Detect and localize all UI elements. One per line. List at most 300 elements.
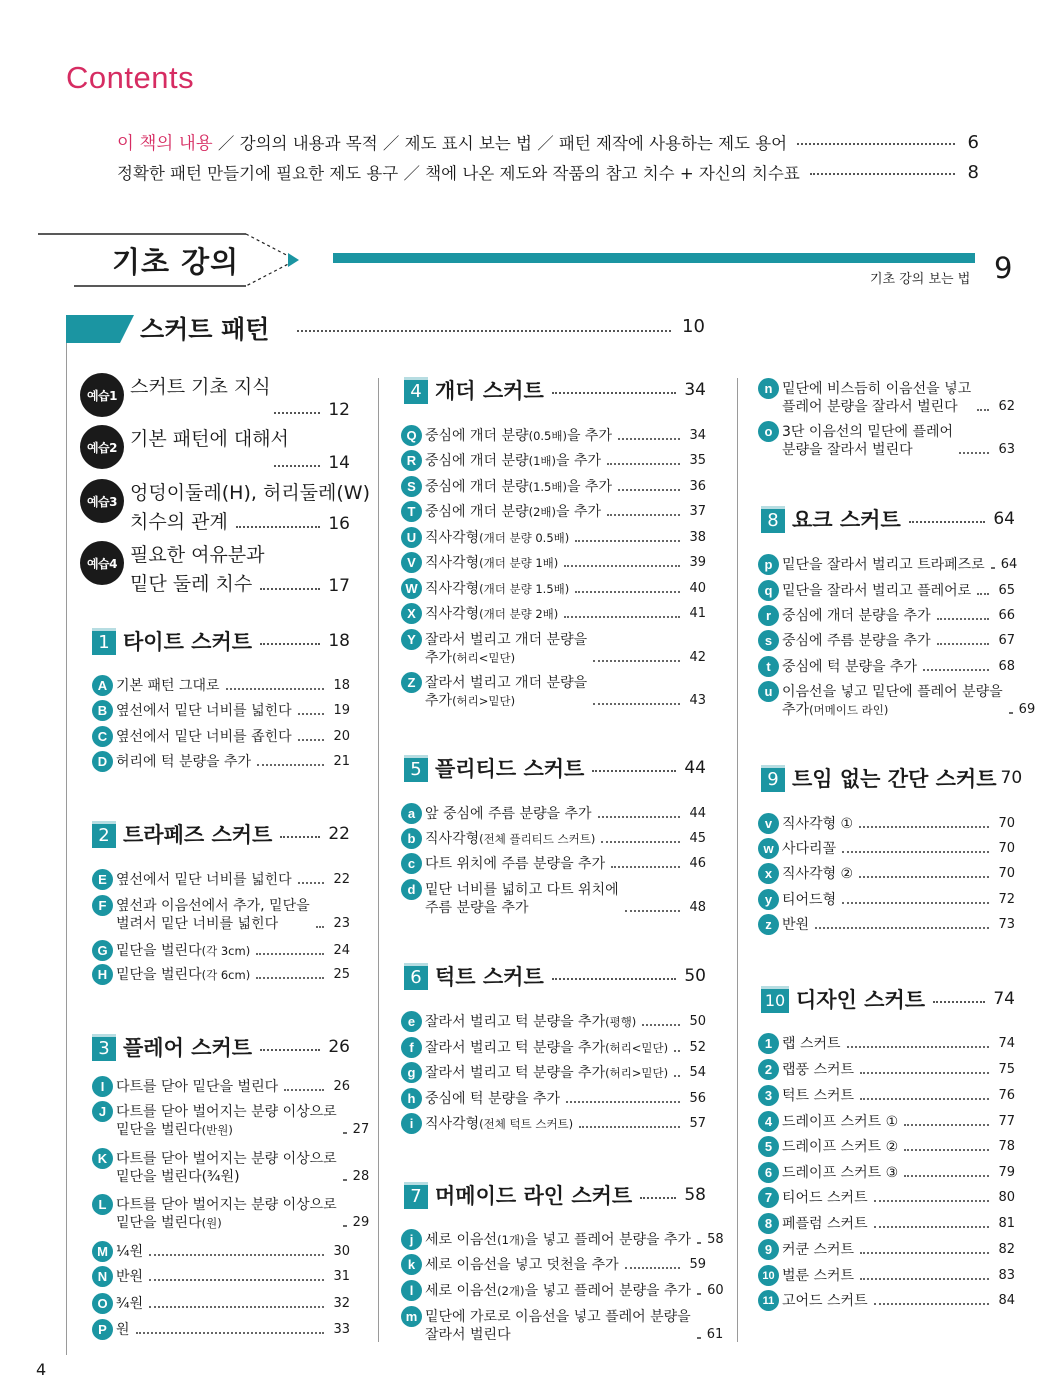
dot-leader	[552, 392, 677, 394]
chapter-8-header[interactable]	[761, 504, 1015, 534]
toc-item[interactable]	[758, 1136, 1015, 1156]
dot-leader	[923, 669, 989, 671]
item-label: ¾원	[116, 1296, 144, 1312]
intro-text-1: 이 책의 내용 ／ 강의의 내용과 목적 ／ 제도 표시 보는 법 ／ 패턴 제작에 사용하는 제도 용어	[117, 133, 788, 154]
item-marker-icon: x	[758, 863, 779, 884]
chapter-title: 디자인 스커트	[796, 988, 926, 1012]
toc-item[interactable]	[401, 1229, 724, 1249]
item-label: 허리에 턱 분량을 추가	[116, 754, 252, 770]
skirt-section-page: 10	[682, 316, 705, 337]
item-page: 54	[689, 1065, 706, 1080]
item-marker-icon: 2	[758, 1059, 779, 1080]
item-label: 밑단을 벌린다(각 3cm)	[116, 943, 251, 959]
dot-leader	[874, 1200, 989, 1202]
dot-leader	[256, 953, 324, 955]
chapter-page: 70	[1000, 768, 1023, 788]
item-label: 드레이프 스커트 ②	[782, 1139, 899, 1155]
dot-leader	[642, 1024, 680, 1026]
toc-item[interactable]	[401, 501, 706, 521]
item-page: 27	[352, 1122, 370, 1137]
dot-leader	[257, 764, 324, 766]
item-marker-icon: G	[92, 940, 113, 961]
skirt-section-bar	[66, 315, 120, 343]
item-marker-icon: E	[92, 869, 113, 890]
prep-title: 필요한 여유분과	[130, 544, 265, 566]
dot-leader	[316, 926, 324, 928]
dot-leader	[815, 927, 989, 929]
item-marker-icon: h	[401, 1088, 422, 1109]
dot-leader	[274, 412, 320, 414]
item-marker-icon: t	[758, 656, 779, 677]
item-label: 고어드 스커트	[782, 1293, 868, 1309]
item-page: 63	[998, 442, 1015, 457]
dot-leader	[859, 826, 989, 828]
item-page: 45	[689, 831, 706, 846]
item-page: 31	[333, 1269, 350, 1284]
item-marker-icon: O	[92, 1293, 113, 1314]
dot-leader	[625, 1267, 680, 1269]
toc-item[interactable]	[401, 1037, 706, 1057]
item-label: 이음선을 넣고 밑단에 플레어 분량을 추가(머메이드 라인)	[782, 684, 1003, 718]
chapter-7-header[interactable]	[404, 1180, 706, 1210]
prep-item[interactable]	[78, 373, 350, 423]
dot-leader	[959, 452, 989, 454]
dot-leader	[618, 438, 680, 440]
prep-page: 12	[328, 400, 350, 420]
prep-item[interactable]	[78, 479, 370, 534]
dot-leader	[810, 173, 955, 175]
item-label: 벌룬 스커트	[782, 1268, 855, 1284]
toc-item[interactable]	[401, 603, 706, 623]
item-page: 39	[689, 555, 706, 570]
dot-leader	[297, 330, 671, 332]
toc-item[interactable]	[401, 828, 706, 848]
toc-item[interactable]	[92, 895, 350, 933]
item-label: 원	[116, 1322, 130, 1338]
item-label: 다트를 닫아 밑단을 벌린다	[116, 1079, 279, 1095]
item-label: 세로 이음선(1개)을 넣고 플레어 분량을 추가	[425, 1232, 692, 1248]
chapter-page: 50	[684, 966, 706, 986]
item-marker-icon: v	[758, 813, 779, 834]
item-label: 밑단을 벌린다(각 6cm)	[116, 967, 251, 983]
item-label: 직사각형(개더 분량 0.5배)	[425, 530, 570, 546]
item-page: 65	[998, 583, 1015, 598]
toc-item[interactable]	[401, 1088, 706, 1108]
chapter-number: 7	[404, 1182, 428, 1209]
chapter-page: 18	[328, 631, 350, 651]
toc-item[interactable]	[401, 803, 706, 823]
item-page: 38	[689, 530, 706, 545]
item-page: 56	[689, 1091, 706, 1106]
chapter-3-header[interactable]	[92, 1032, 350, 1062]
item-page: 77	[998, 1114, 1015, 1129]
dot-leader	[977, 409, 989, 411]
toc-item[interactable]	[92, 700, 350, 720]
dot-leader	[575, 540, 680, 542]
toc-item[interactable]	[758, 914, 1015, 934]
item-label: 티어드 스커트	[782, 1190, 868, 1206]
chapter-page: 34	[684, 380, 706, 400]
item-marker-icon: U	[401, 527, 422, 548]
toc-item[interactable]	[92, 964, 350, 984]
dot-leader	[579, 1126, 680, 1128]
item-marker-icon: u	[758, 681, 779, 702]
item-label: 중심에 턱 분량을 추가	[425, 1091, 561, 1107]
dot-leader	[226, 688, 324, 690]
dot-leader	[674, 1050, 680, 1052]
item-label: 중심에 개더 분량(0.5배)을 추가	[425, 428, 612, 444]
dot-leader	[149, 1279, 324, 1281]
prep-title: 엉덩이둘레(H), 허리둘레(W)	[130, 482, 370, 504]
chapter-number: 4	[404, 377, 428, 404]
toc-item[interactable]	[401, 1062, 706, 1082]
item-marker-icon: 5	[758, 1136, 779, 1157]
prep-item[interactable]	[78, 425, 350, 475]
item-page: 23	[333, 916, 350, 931]
dot-leader	[1009, 712, 1013, 714]
item-marker-icon: q	[758, 580, 779, 601]
dot-leader	[618, 489, 680, 491]
toc-item[interactable]	[401, 1254, 706, 1274]
item-label: 사다리꼴	[782, 841, 837, 857]
item-page: 70	[998, 816, 1015, 831]
item-marker-icon: j	[401, 1229, 422, 1250]
basic-howto-link[interactable]: 기초 강의 보는 법	[870, 272, 971, 287]
dot-leader	[991, 567, 995, 569]
item-page: 21	[333, 754, 350, 769]
item-page: 70	[998, 841, 1015, 856]
intro-page-2: 8	[967, 161, 979, 183]
item-page: 40	[689, 581, 706, 596]
item-page: 57	[689, 1116, 706, 1131]
dot-leader	[136, 1332, 324, 1334]
toc-item[interactable]	[401, 853, 706, 873]
item-label: 잘라서 벌리고 턱 분량을 추가(평행)	[425, 1014, 637, 1030]
dot-leader	[598, 816, 680, 818]
toc-item[interactable]	[401, 1113, 706, 1133]
item-label: 랩풍 스커트	[782, 1062, 855, 1078]
item-page: 29	[352, 1215, 370, 1230]
item-marker-icon: F	[92, 895, 113, 916]
chapter-number: 8	[761, 506, 785, 533]
dot-leader	[564, 565, 680, 567]
item-marker-icon: Q	[401, 425, 422, 446]
item-label: ¼원	[116, 1244, 144, 1260]
item-page: 37	[689, 504, 706, 519]
dot-leader	[860, 1098, 989, 1100]
item-page: 81	[998, 1216, 1015, 1231]
chapter-number: 1	[92, 628, 116, 655]
chapter-title: 플레어 스커트	[123, 1036, 253, 1060]
dot-leader	[674, 1075, 680, 1077]
item-label: 직사각형 ①	[782, 816, 854, 832]
dot-leader	[847, 1046, 989, 1048]
toc-item[interactable]	[758, 605, 1015, 625]
toc-item[interactable]	[758, 421, 1015, 459]
item-marker-icon: 8	[758, 1213, 779, 1234]
item-page: 78	[998, 1139, 1015, 1154]
intro-page-1: 6	[967, 131, 979, 153]
item-label: 중심에 턱 분량을 추가	[782, 659, 918, 675]
item-marker-icon: r	[758, 605, 779, 626]
dot-leader	[149, 1254, 324, 1256]
item-label: 밑단에 비스듬히 이음선을 넣고 플레어 분량을 잘라서 벌린다	[782, 381, 972, 415]
toc-item[interactable]	[758, 813, 1015, 833]
chapter-10-header[interactable]	[761, 984, 1015, 1014]
page-number: 4	[36, 1360, 47, 1379]
item-label: 페플럼 스커트	[782, 1216, 868, 1232]
toc-item[interactable]	[92, 869, 350, 889]
toc-item[interactable]	[758, 1265, 1015, 1285]
intro-text-2: 정확한 패턴 만들기에 필요한 제도 용구 ／ 책에 나온 제도와 작품의 참고 치수 + 자신의 치수표	[117, 164, 800, 183]
item-page: 34	[689, 428, 706, 443]
item-page: 36	[689, 479, 706, 494]
item-label: 잘라서 벌리고 개더 분량을 추가(허리<밑단)	[425, 632, 588, 666]
item-marker-icon: c	[401, 853, 422, 874]
chapter-title: 요크 스커트	[792, 508, 901, 532]
prep-badge: 예습1	[80, 373, 124, 417]
chapter-9-header[interactable]	[761, 763, 1023, 793]
chapter-5-header[interactable]	[404, 753, 706, 783]
toc-item[interactable]	[401, 879, 706, 917]
item-marker-icon: k	[401, 1254, 422, 1275]
item-marker-icon: R	[401, 450, 422, 471]
dot-leader	[593, 660, 680, 662]
chapter-page: 64	[993, 509, 1015, 529]
dot-leader	[607, 514, 680, 516]
item-page: 60	[707, 1283, 724, 1298]
toc-item[interactable]	[758, 838, 1015, 858]
dot-leader	[977, 593, 989, 595]
item-page: 35	[689, 453, 706, 468]
dot-leader	[797, 143, 955, 145]
item-page: 50	[689, 1014, 706, 1029]
item-page: 26	[333, 1079, 350, 1094]
item-marker-icon: D	[92, 751, 113, 772]
item-label: 다트 위치에 주름 분량을 추가	[425, 856, 606, 872]
skirt-section-title[interactable]: 스커트 패턴	[140, 315, 270, 344]
item-label: 옆선에서 밑단 너비를 넓힌다	[116, 872, 292, 888]
dot-leader	[298, 882, 324, 884]
item-marker-icon: g	[401, 1062, 422, 1083]
dot-leader	[904, 1124, 989, 1126]
item-label: 직사각형(전체 턱트 스커트)	[425, 1116, 574, 1132]
column-divider	[737, 378, 738, 1342]
chapter-4-header[interactable]	[404, 375, 706, 405]
item-label: 세로 이음선(2개)을 넣고 플레어 분량을 추가	[425, 1283, 692, 1299]
toc-item[interactable]	[92, 751, 350, 771]
item-marker-icon: W	[401, 578, 422, 599]
dot-leader	[343, 1179, 347, 1181]
dot-leader	[904, 1175, 989, 1177]
dot-leader	[260, 1049, 320, 1051]
item-label: 커쿤 스커트	[782, 1242, 855, 1258]
toc-item[interactable]	[758, 1033, 1015, 1053]
toc-item[interactable]	[758, 1059, 1015, 1079]
dot-leader	[343, 1132, 347, 1134]
toc-item[interactable]	[758, 1290, 1015, 1310]
chapter-page: 44	[684, 758, 706, 778]
item-page: 52	[689, 1040, 706, 1055]
dot-leader	[933, 1001, 985, 1003]
chapter-title: 턱트 스커트	[435, 965, 544, 989]
item-marker-icon: 10	[758, 1265, 779, 1286]
toc-item[interactable]	[92, 1266, 350, 1286]
toc-item[interactable]	[401, 1306, 724, 1344]
prep-title: 기본 패턴에 대해서	[130, 428, 289, 450]
item-marker-icon: n	[758, 378, 779, 399]
toc-item[interactable]	[92, 1194, 370, 1232]
item-marker-icon: M	[92, 1241, 113, 1262]
dot-leader	[284, 1089, 324, 1091]
toc-item[interactable]	[401, 476, 706, 496]
chapter-number: 9	[761, 765, 785, 792]
toc-item[interactable]	[92, 675, 350, 695]
toc-item[interactable]	[758, 378, 1015, 416]
item-marker-icon: d	[401, 879, 422, 900]
item-page: 41	[689, 606, 706, 621]
item-page: 24	[333, 943, 350, 958]
toc-item[interactable]	[92, 1293, 350, 1313]
item-page: 32	[333, 1296, 350, 1311]
dot-leader	[874, 1226, 989, 1228]
item-label: 밑단을 잘라서 벌리고 플레어로	[782, 583, 972, 599]
item-page: 25	[333, 967, 350, 982]
toc-item[interactable]	[92, 726, 350, 746]
item-page: 59	[689, 1257, 706, 1272]
item-label: 중심에 개더 분량(2배)을 추가	[425, 504, 602, 520]
toc-item[interactable]	[401, 1011, 706, 1031]
dot-leader	[575, 591, 680, 593]
intro-line-1[interactable]	[117, 128, 979, 156]
toc-item[interactable]	[92, 1101, 370, 1139]
item-label: 중심에 주름 분량을 추가	[782, 633, 931, 649]
toc-item[interactable]	[758, 1213, 1015, 1233]
item-label: 세로 이음선을 넣고 덧천을 추가	[425, 1257, 619, 1273]
dot-leader	[149, 1306, 324, 1308]
dot-leader	[592, 770, 676, 772]
basic-lecture-label: 기초 강의	[112, 245, 240, 279]
prep-item[interactable]	[78, 541, 350, 596]
toc-item[interactable]	[92, 1319, 350, 1339]
prep-page: 16	[328, 514, 350, 534]
item-label: 3단 이음선의 밑단에 플레어 분량을 잘라서 벌린다	[782, 424, 954, 458]
toc-item[interactable]	[92, 1241, 350, 1261]
item-label: 밑단을 잘라서 벌리고 트라페즈로	[782, 557, 985, 573]
chapter-2-header[interactable]	[92, 819, 350, 849]
item-marker-icon: N	[92, 1266, 113, 1287]
chapter-title: 플리티드 스커트	[435, 757, 585, 781]
item-page: 30	[333, 1244, 350, 1259]
chapter-title: 트라페즈 스커트	[123, 823, 273, 847]
toc-item[interactable]	[758, 863, 1015, 883]
dot-leader	[611, 866, 680, 868]
item-label: 기본 패턴 그대로	[116, 678, 220, 694]
item-page: 84	[998, 1293, 1015, 1308]
prep-title-2: 치수의 관계	[130, 511, 228, 533]
item-label: 랩 스커트	[782, 1036, 841, 1052]
toc-item[interactable]	[758, 889, 1015, 909]
item-label: 반원	[782, 917, 810, 933]
toc-item[interactable]	[758, 681, 1036, 719]
column-divider	[378, 378, 379, 1342]
item-label: 옆선에서 밑단 너비를 좁힌다	[116, 729, 292, 745]
toc-item[interactable]	[401, 672, 706, 710]
toc-item[interactable]	[758, 1239, 1015, 1259]
toc-item[interactable]	[758, 1111, 1015, 1131]
toc-item[interactable]	[401, 527, 706, 547]
prep-page: 14	[328, 453, 350, 473]
dot-leader	[860, 1252, 989, 1254]
item-label: 티어드형	[782, 892, 837, 908]
dot-leader	[260, 588, 320, 590]
chapter-title: 트임 없는 간단 스커트	[792, 767, 997, 791]
chapter-number: 2	[92, 821, 116, 848]
toc-item[interactable]	[401, 552, 706, 572]
toc-item[interactable]	[758, 630, 1015, 650]
chapter-1-header[interactable]	[92, 626, 350, 656]
dot-leader	[640, 1197, 676, 1199]
item-marker-icon: 1	[758, 1033, 779, 1054]
item-marker-icon: 4	[758, 1111, 779, 1132]
toc-item[interactable]	[401, 578, 706, 598]
dot-leader	[874, 1303, 989, 1305]
chapter-number: 6	[404, 963, 428, 990]
item-label: 앞 중심에 주름 분량을 추가	[425, 806, 592, 822]
prep-badge: 예습4	[80, 541, 124, 585]
item-page: 72	[998, 892, 1015, 907]
column-divider	[66, 343, 67, 1355]
item-page: 83	[998, 1268, 1015, 1283]
toc-item[interactable]	[758, 1187, 1015, 1207]
chapter-page: 22	[328, 824, 350, 844]
chapter-number: 10	[761, 986, 789, 1013]
toc-item[interactable]	[758, 1162, 1015, 1182]
item-page: 19	[333, 703, 350, 718]
item-marker-icon: 9	[758, 1239, 779, 1260]
toc-item[interactable]	[92, 1076, 350, 1096]
chapter-6-header[interactable]	[404, 961, 706, 991]
item-marker-icon: T	[401, 501, 422, 522]
item-label: 다트를 닫아 벌어지는 분량 이상으로 밑단을 벌린다(반원)	[116, 1104, 337, 1138]
toc-item[interactable]	[758, 554, 1018, 574]
intro-line-2[interactable]	[117, 158, 979, 186]
item-label: 중심에 개더 분량(1배)을 추가	[425, 453, 602, 469]
dot-leader	[564, 616, 680, 618]
toc-item[interactable]	[401, 450, 706, 470]
toc-item[interactable]	[401, 1280, 724, 1300]
item-label: 드레이프 스커트 ①	[782, 1114, 899, 1130]
item-marker-icon: S	[401, 476, 422, 497]
toc-item[interactable]	[758, 656, 1015, 676]
item-marker-icon: l	[401, 1280, 422, 1301]
item-page: 75	[998, 1062, 1015, 1077]
item-marker-icon: i	[401, 1113, 422, 1134]
toc-item[interactable]	[92, 940, 350, 960]
item-marker-icon: a	[401, 803, 422, 824]
chapter-number: 5	[404, 755, 428, 782]
toc-item[interactable]	[758, 1085, 1015, 1105]
item-marker-icon: C	[92, 726, 113, 747]
item-label: 옆선에서 밑단 너비를 넓힌다	[116, 703, 292, 719]
toc-item[interactable]	[401, 629, 706, 667]
toc-item[interactable]	[401, 425, 706, 445]
chapter-title: 타이트 스커트	[123, 630, 253, 654]
item-page: 64	[1000, 557, 1018, 572]
item-page: 20	[333, 729, 350, 744]
toc-item[interactable]	[758, 580, 1015, 600]
toc-item[interactable]	[92, 1148, 370, 1186]
